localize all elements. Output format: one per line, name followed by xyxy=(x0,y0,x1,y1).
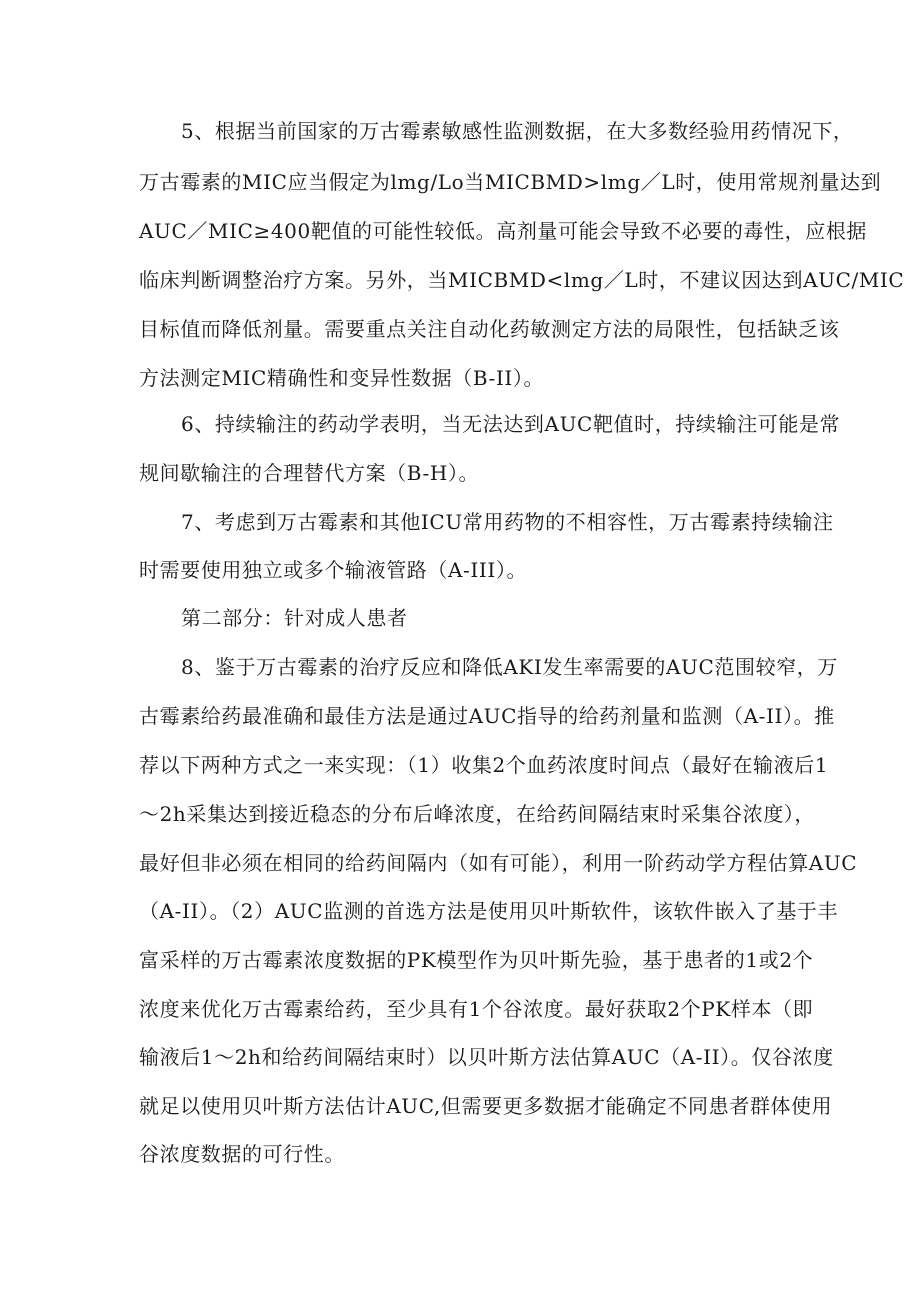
paragraph-8-line-11: 谷浓度数据的可行性。 xyxy=(139,1142,345,1166)
paragraph-8-line-8: 浓度来优化万古霉素给药，至少具有1个谷浓度。最好获取2个PK样本（即 xyxy=(139,997,814,1021)
paragraph-5-line-5: 目标值而降低剂量。需要重点关注自动化药敏测定方法的局限性，包括缺乏该 xyxy=(139,317,840,341)
paragraph-8-line-3: 荐以下两种方式之一来实现：（1）收集2个血药浓度时间点（最好在输液后1 xyxy=(139,753,829,777)
paragraph-8-line-1: 8、鉴于万古霉素的治疗反应和降低AKI发生率需要的AUC范围较窄，万 xyxy=(181,655,839,679)
section-heading: 第二部分：针对成人患者 xyxy=(181,606,408,630)
paragraph-5-line-6: 方法测定MIC精确性和变异性数据（B-II）。 xyxy=(139,366,545,390)
paragraph-6-line-1: 6、持续输注的药动学表明，当无法达到AUC靶值时，持续输注可能是常 xyxy=(181,412,841,436)
paragraph-5-line-3: AUC／MIC≥400靶值的可能性较低。高剂量可能会导致不必要的毒性，应根据 xyxy=(139,219,868,243)
paragraph-8-line-2: 古霉素给药最准确和最佳方法是通过AUC指导的给药剂量和监测（A-II）。推 xyxy=(139,704,835,728)
paragraph-8-line-4: ～2h采集达到接近稳态的分布后峰浓度，在给药间隔结束时采集谷浓度）， xyxy=(139,802,816,826)
paragraph-7-line-1: 7、考虑到万古霉素和其他ICU常用药物的不相容性，万古霉素持续输注 xyxy=(181,510,834,534)
paragraph-5-line-1: 5、根据当前国家的万古霉素敏感性监测数据，在大多数经验用药情况下， xyxy=(181,119,854,143)
paragraph-5-line-4: 临床判断调整治疗方案。另外，当MICBMD<lmg／L时，不建议因达到AUC/MIC xyxy=(139,268,905,292)
paragraph-7-line-2: 时需要使用独立或多个输液管路（A-III）。 xyxy=(139,558,528,582)
paragraph-8-line-10: 就足以使用贝叶斯方法估计AUC,但需要更多数据才能确定不同患者群体使用 xyxy=(139,1094,833,1118)
paragraph-6-line-2: 规间歇输注的合理替代方案（B-H）。 xyxy=(139,461,480,485)
paragraph-8-line-9: 输液后1～2h和给药间隔结束时）以贝叶斯方法估算AUC（A-II）。仅谷浓度 xyxy=(139,1045,834,1069)
paragraph-5-line-2: 万古霉素的MIC应当假定为lmg/Lo当MICBMD>lmg／L时，使用常规剂量达到 xyxy=(139,170,882,194)
paragraph-8-line-6: （A-II）。（2）AUC监测的首选方法是使用贝叶斯软件，该软件嵌入了基于丰 xyxy=(139,899,839,923)
paragraph-8-line-7: 富采样的万古霉素浓度数据的PK模型作为贝叶斯先验，基于患者的1或2个 xyxy=(139,948,814,972)
paragraph-8-line-5: 最好但非必须在相同的给药间隔内（如有可能），利用一阶药动学方程估算AUC xyxy=(139,851,858,875)
